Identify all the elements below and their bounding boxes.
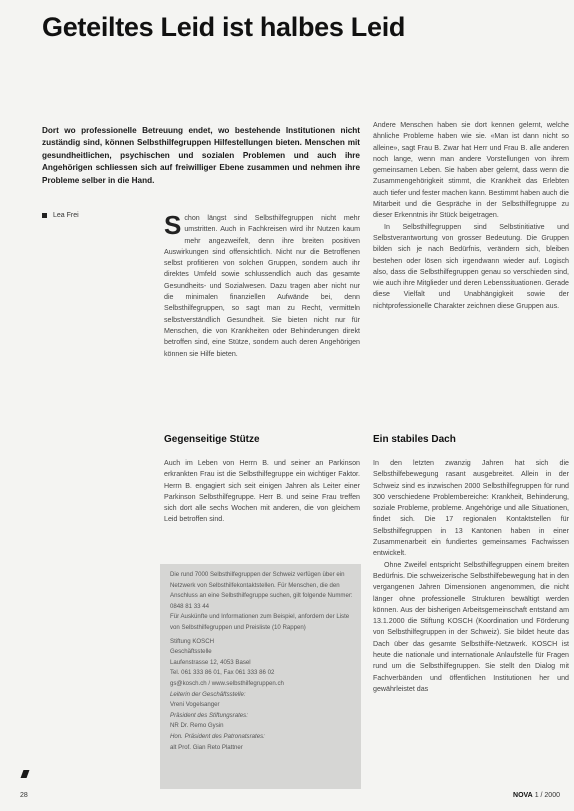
info-org-sub: Geschäftsstelle — [170, 648, 212, 656]
column-section1 — [164, 458, 360, 526]
author-line — [42, 211, 79, 220]
section1-paragraph: Auch im Leben von Herrn B. und seiner an Parkinson erkrankten Frau ist die Selbsthilfegruppe ein wichtiger Faktor. Herrn B. engagiert sich seit einigen Jahren als Leiter einer Parkinson Selbsthilfegruppe. Herr B. und seine Frau treffen sich dort alle sechs Wochen mit anderen, die von gleichem Leid betroffen sind. — [164, 459, 360, 524]
info-name-1: Vreni Vogelsanger — [170, 701, 220, 709]
magazine-name: NOVA — [513, 792, 533, 799]
right-paragraph-1: Andere Menschen haben sie dort kennen gelernt, welche ähnliche Probleme haben wie sie. «Man ist dann nicht so alleine», sagt Frau B. Zwar hat Herr und Frau B. alle anderen noch lange, wenn man andere Vorstellungen von ihrem gemeinsamen Leben. Sie haben aber gelernt, dass wenn die Zusammengehörigkeit stimmt, die Krankheit das Erlebten auch tiefer und fester machen kann. Bestimmt haben auch die Mitarbeit und die Gespräche in der Selbsthilfegruppe zu dieser Erkenntnis ihr Stück beigetragen. — [373, 121, 569, 220]
right-paragraph-2: In Selbsthilfegruppen sind Selbstinitiative und Selbstverantwortung von grosser Bedeutung. Die Gruppen bilden sich je nach Bedürfnis, verändern sich, bleiben bestehen oder lösen sich irgendwann wieder auf. Logisch also, dass die Selbsthilfegruppen genau so verschieden sind, wie auch ihre Mitglieder und deren Lebenssituationen. Gerade diese Vielfalt und Unabhängigkeit sowie der nichtprofessionelle Charakter zeichnen diese Gruppen aus. — [373, 222, 569, 310]
info-role-2: Präsident des Stiftungsrates: — [170, 711, 248, 719]
info-phone: Tel. 061 333 86 01, Fax 061 333 86 02 — [170, 669, 275, 677]
section2-paragraph-2: Ohne Zweifel entspricht Selbsthilfegruppen einem breiten Bedürfnis. Die schweizerische Selbsthilfebewegung hat in den vergangenen Jahren Dimensionen angenommen, die nicht länger ohne professionelle Strukturen bewältigt werden können. Aus der bisherigen Arbeitsgemeinschaft entstand am 13.1.2000 die Stiftung KOSCH (Koordination und Förderung von Selbsthilfegruppen in der Schweiz). Sie bildet heute das Dach über das gesamte Selbsthilfe-Netzwerk. KOSCH ist heute die nationale und internationale Anlaufstelle für Fragen rund um die Selbsthilfegruppen. Sie stellt den Dialog mit Fachverbänden und öffentlichen Institutionen her und gewährleistet das — [373, 560, 569, 693]
info-org-name: Stiftung KOSCH — [170, 637, 215, 645]
info-address: Laufenstrasse 12, 4053 Basel — [170, 658, 251, 666]
column-section2 — [373, 458, 569, 695]
drop-cap: S — [164, 210, 182, 240]
article-title: Geteiltes Leid ist halbes Leid — [42, 12, 406, 42]
page-number: 28 — [20, 792, 28, 799]
info-email[interactable]: gs@kosch.ch / www.selbsthilfegruppen.ch — [170, 679, 284, 687]
end-mark-icon — [21, 770, 30, 778]
subheading-gegenseitige-stuetze: Gegenseitige Stütze — [164, 434, 260, 445]
issue-number: 1 / 2000 — [534, 792, 560, 799]
intro-text: chon längst sind Selbsthilfegruppen nicht mehr umstritten. Auch in Fachkreisen wird ihr Nutzen kaum mehr angezweifelt, denn ihre breiten positiven Auswirkungen sind offensichtlich. Nicht nur die Betroffenen selbst profitieren von solchen Gruppen, sondern auch ihr direktes Umfeld sowie schlussendlich auch das gesamte Gesundheits- und Sozialwesen. Dazu tragen aber nicht nur die minimalen finanziellen Aufwände bei, denn Selbsthilfegruppen, so sagt man zu Recht, vermitteln selbstverständlich Gesundheit. Sie bieten nicht nur für Menschen, die von Krankheiten oder Behinderungen direkt betroffen sind, eine Stütze, sondern auch deren Angehörigen können sie Hilfe bieten. — [164, 214, 360, 358]
column-right-top — [373, 120, 569, 312]
intro-paragraph — [164, 210, 360, 360]
info-box-content — [170, 570, 360, 753]
info-role-1: Leiterin der Geschäftsstelle: — [170, 690, 246, 698]
info-name-2: NR Dr. Remo Gysin — [170, 722, 224, 730]
info-role-3: Hon. Präsident des Patronatsrates: — [170, 732, 265, 740]
info-intro: Die rund 7000 Selbsthilfegruppen der Schweiz verfügen über ein Netzwerk von Selbsthilfekontaktstellen. Für Menschen, die den Anschluss an eine Selbsthilfegruppe suchen, gilt folgende Nummer: 0848 81 33 44 — [170, 571, 353, 610]
author-name: Lea Frei — [53, 212, 79, 219]
info-name-3: alt Prof. Gian Reto Plattner — [170, 743, 243, 751]
footer-magazine — [513, 791, 560, 801]
subheading-ein-stabiles-dach: Ein stabiles Dach — [373, 434, 456, 445]
info-order: Für Auskünfte und Informationen zum Beispiel, anfordern der Liste von Selbsthilfegruppen und Preisliste (10 Rappen) — [170, 613, 350, 631]
section2-paragraph-1: In den letzten zwanzig Jahren hat sich die Selbsthilfebewegung rasant ausgebreitet. Allein in der Schweiz sind es inzwischen 2000 Selbsthilfegruppen für rund 300 verschiedene Problembereiche: Krankheit, Behinderung, soziale Probleme, probleme. Angehörige und alle Situationen, findet sich. Die 17 regionalen Kontaktstellen für Selbsthilfegruppen in 13 Kantonen haben in einer Zusammenarbeit ein fundiertes gemeinsames Fachwissen entwickelt. — [373, 459, 569, 558]
article-lead: Dort wo professionelle Betreuung endet, wo bestehende Institutionen nicht zuständig sind, können Selbsthilfegruppen Hilfestellungen bieten. Menschen mit gesundheitlichen, psychischen und sozialen Problemen und auch ihre Angehörigen schliessen sich auf freiwilliger Ebene zusammen und nehmen ihre Probleme selber in die Hand. — [42, 126, 360, 185]
bullet-square-icon — [42, 213, 47, 218]
column-intro — [164, 210, 360, 360]
